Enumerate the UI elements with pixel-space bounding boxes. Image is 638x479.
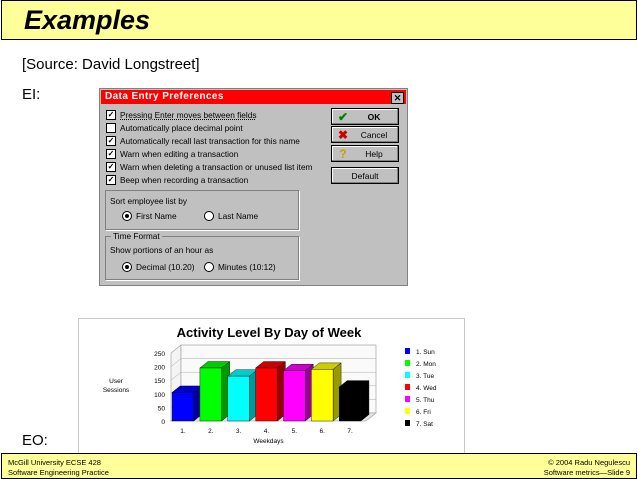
- sort-group: [105, 190, 299, 230]
- bar: [256, 368, 278, 421]
- default-button-label: Default: [351, 170, 379, 181]
- check-icon: ✔: [337, 109, 349, 124]
- default-button[interactable]: [331, 167, 399, 184]
- footer-slide-number: Software metrics—Slide 9: [543, 468, 630, 477]
- activity-chart: [78, 318, 465, 454]
- sort-caption: Sort employee list by: [110, 196, 188, 206]
- y-tick-label: 100: [154, 391, 165, 399]
- slide-footer: [1, 453, 637, 479]
- time-format-caption: Show portions of an hour as: [110, 245, 214, 255]
- checkbox-row-recall-last[interactable]: [106, 135, 300, 146]
- bar: [228, 376, 250, 421]
- radio-label: Decimal (10.20): [136, 262, 195, 272]
- checkbox-row-beep[interactable]: [106, 174, 248, 185]
- radio-last-name[interactable]: [204, 211, 214, 221]
- legend-swatch: [405, 396, 410, 402]
- time-format-group: [105, 231, 299, 280]
- ok-button[interactable]: [331, 108, 399, 125]
- checkbox-label: Warn when editing a transaction: [120, 148, 239, 159]
- x-tick-label: 7.: [347, 428, 353, 435]
- ok-button-label: OK: [367, 111, 381, 122]
- slide-header: [1, 0, 637, 40]
- ei-label: EI:: [22, 86, 41, 103]
- help-button-label: Help: [365, 148, 383, 159]
- x-tick-label: 4.: [263, 428, 270, 435]
- source-citation: [Source: David Longstreet]: [22, 56, 200, 73]
- dialog-titlebar: [101, 90, 406, 104]
- checkbox-decimal-point[interactable]: [106, 123, 116, 133]
- slide-title: Examples: [24, 5, 151, 35]
- bar: [200, 368, 222, 421]
- radio-label: Last Name: [218, 211, 259, 221]
- chart-title: Activity Level By Day of Week: [176, 325, 362, 340]
- checkbox-enter-moves[interactable]: ✓: [107, 109, 115, 119]
- bar: [172, 392, 194, 421]
- y-tick-label: 0: [161, 419, 165, 426]
- radio-label: First Name: [136, 211, 177, 221]
- bar: [339, 387, 361, 421]
- radio-minutes[interactable]: [204, 262, 214, 272]
- radio-row-first-name[interactable]: [122, 211, 177, 221]
- checkbox-warn-deleting[interactable]: ✓: [107, 161, 115, 171]
- time-format-group-label: Time Format: [113, 231, 160, 241]
- checkbox-row-decimal-point[interactable]: [106, 122, 243, 133]
- checkbox-label: Pressing Enter moves between fields: [120, 109, 257, 120]
- radio-decimal[interactable]: [122, 262, 132, 272]
- x-tick-label: 6.: [319, 428, 325, 435]
- legend-swatch: [405, 372, 410, 378]
- question-icon: ?: [339, 146, 347, 161]
- radio-label: Minutes (10:12): [218, 262, 276, 272]
- legend-swatch: [405, 384, 410, 390]
- checkbox-row-warn-editing[interactable]: [106, 148, 238, 159]
- checkbox-row-enter-moves[interactable]: [106, 109, 257, 120]
- radio-row-last-name[interactable]: [204, 211, 258, 221]
- y-tick-label: 150: [154, 378, 165, 386]
- checkbox-label: Automatically place decimal point: [120, 122, 243, 133]
- data-entry-preferences-dialog: [99, 88, 408, 286]
- radio-first-name[interactable]: [122, 211, 132, 221]
- footer-subject: Software Engineering Practice: [8, 468, 109, 477]
- legend-label: 2. Mon: [416, 361, 436, 368]
- legend-swatch: [405, 360, 410, 366]
- y-axis-label-line1: User: [109, 378, 123, 385]
- footer-right: [544, 458, 630, 478]
- checkbox-label: Warn when deleting a transaction or unused list item: [120, 161, 313, 172]
- legend-label: 3. Tue: [416, 373, 435, 380]
- legend-swatch: [405, 420, 410, 426]
- x-tick-label: 3.: [235, 428, 242, 435]
- x-icon: ✖: [337, 127, 349, 142]
- y-tick-label: 250: [154, 351, 165, 358]
- bar: [283, 371, 305, 421]
- cancel-button[interactable]: [331, 126, 399, 143]
- legend-label: 7. Sat: [416, 421, 433, 428]
- checkbox-row-warn-deleting[interactable]: [106, 161, 312, 172]
- legend-label: 4. Wed: [416, 385, 437, 392]
- radio-row-minutes[interactable]: [204, 262, 276, 272]
- activity-chart-svg: [79, 319, 464, 453]
- legend-swatch: [405, 408, 410, 414]
- footer-left: [8, 458, 109, 478]
- dialog-title: Data Entry Preferences: [105, 91, 224, 102]
- checkbox-label: Automatically recall last transaction for this name: [120, 135, 300, 146]
- footer-course: McGill University ECSE 428: [8, 458, 101, 467]
- checkbox-warn-editing[interactable]: ✓: [107, 148, 115, 158]
- cancel-button-label: Cancel: [360, 129, 388, 140]
- legend-swatch: [405, 348, 410, 354]
- x-tick-label: 2.: [208, 428, 214, 435]
- y-axis-label-line2: Sessions: [102, 387, 130, 394]
- bar: [311, 369, 333, 421]
- checkbox-beep[interactable]: ✓: [107, 174, 115, 184]
- legend-label: 1. Sun: [416, 349, 435, 356]
- help-button[interactable]: [331, 145, 399, 162]
- checkbox-recall-last[interactable]: ✓: [107, 135, 115, 145]
- x-axis-label: Weekdays: [253, 438, 284, 445]
- bar-side: [361, 381, 369, 421]
- legend-label: 6. Fri: [416, 409, 431, 416]
- checkbox-label: Beep when recording a transaction: [120, 174, 249, 185]
- close-icon[interactable]: ✕: [391, 92, 404, 104]
- x-tick-label: 5.: [291, 428, 298, 435]
- legend-label: 5. Thu: [416, 397, 435, 404]
- eo-label: EO:: [22, 432, 48, 449]
- y-tick-label: 200: [154, 364, 165, 372]
- radio-row-decimal[interactable]: [122, 262, 195, 272]
- footer-copyright: © 2004 Radu Negulescu: [548, 458, 630, 467]
- x-tick-label: 1.: [180, 428, 186, 435]
- y-tick-label: 50: [157, 405, 165, 413]
